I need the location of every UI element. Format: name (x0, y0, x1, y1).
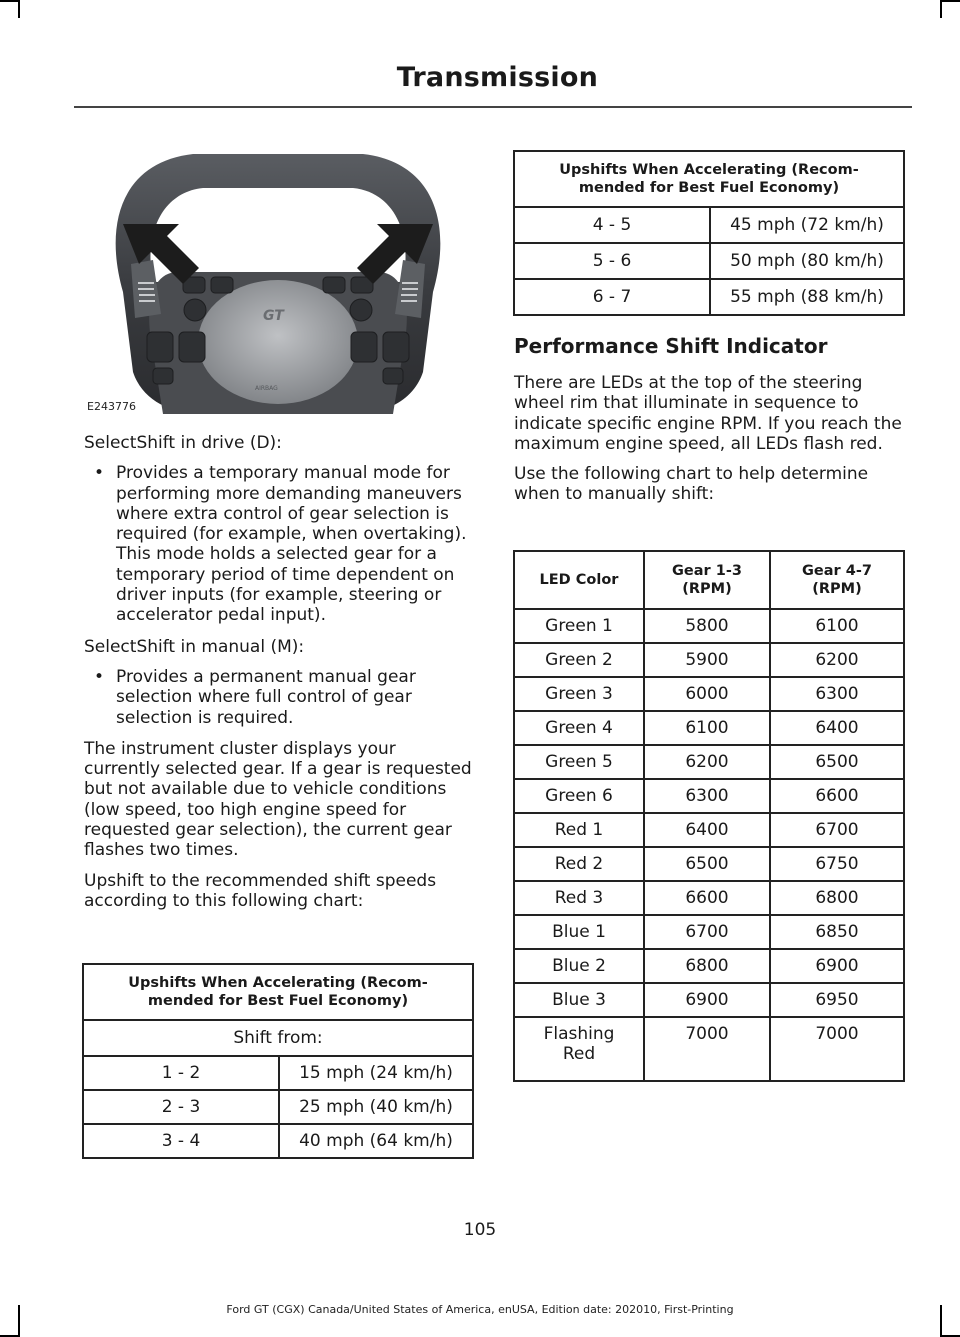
bullet-dot: • (94, 666, 105, 687)
page-title: Transmission (396, 62, 598, 93)
table-row: Blue 1 6700 6850 (514, 915, 904, 949)
table-row: 1 - 2 15 mph (24 km/h) (83, 1056, 473, 1090)
crop-mark (942, 0, 960, 2)
table-row: Red 3 6600 6800 (514, 881, 904, 915)
table-row: Green 2 5900 6200 (514, 643, 904, 677)
table-row: Green 3 6000 6300 (514, 677, 904, 711)
col-led-color: LED Color (514, 551, 644, 609)
chart-paragraph: Use the following chart to help determine when to manually shift: (514, 464, 869, 505)
upshift-table-1 (82, 963, 474, 1159)
section-heading: Performance Shift Indicator (514, 334, 828, 358)
table-row: Blue 2 6800 6900 (514, 949, 904, 983)
airbag-cover (198, 280, 358, 404)
manual-bullet-text: Provides a permanent manual gear selection where full control of gear selection is required. (116, 666, 416, 728)
manual-bullet (84, 667, 476, 728)
left-text (84, 433, 476, 911)
figure-code: E243776 (87, 400, 136, 413)
steering-wheel-illustration (83, 132, 473, 414)
table-row: Flashing Red 7000 7000 (514, 1017, 904, 1081)
table-row: Green 4 6100 6400 (514, 711, 904, 745)
shift-from-label: Shift from: (83, 1020, 473, 1056)
steering-wheel-figure (83, 132, 473, 414)
cluster-paragraph: The instrument cluster displays your currently selected gear. If a gear is requested but not available due to vehicle conditions (low speed, too high engine speed for requested gear selection), the current gear flashes two times. (84, 738, 472, 861)
table-row: Red 1 6400 6700 (514, 813, 904, 847)
footer-text: Ford GT (CGX) Canada/United States of America, enUSA, Edition date: 202010, First-Printing (226, 1303, 734, 1316)
table-row: Red 2 6500 6750 (514, 847, 904, 881)
table-row: 5 - 6 50 mph (80 km/h) (514, 243, 904, 279)
right-text (514, 373, 910, 505)
table-row: 2 - 3 25 mph (40 km/h) (83, 1090, 473, 1124)
svg-text:AIRBAG: AIRBAG (255, 385, 278, 392)
svg-text:GT: GT (263, 308, 284, 324)
crop-mark (18, 0, 20, 18)
table-row: 3 - 4 40 mph (64 km/h) (83, 1124, 473, 1158)
crop-mark (0, 0, 18, 2)
table-row: Blue 3 6900 6950 (514, 983, 904, 1017)
upshift-table-2 (513, 150, 905, 316)
upshift-paragraph: Upshift to the recommended shift speeds according to this following chart: (84, 870, 437, 911)
bullet-dot: • (94, 463, 105, 484)
manual-label: SelectShift in manual (M): (84, 636, 305, 657)
table-row: Green 1 5800 6100 (514, 609, 904, 643)
table-row: 6 - 7 55 mph (88 km/h) (514, 279, 904, 315)
title-rule (74, 106, 912, 108)
flashing-red-label: Flashing Red (514, 1017, 644, 1081)
drive-bullet (84, 463, 476, 625)
upshift-table-header: Upshifts When Accelerating (Recom- mended for Best Fuel Economy) (514, 151, 904, 207)
upshift-table-header: Upshifts When Accelerating (Recom- mended for Best Fuel Economy) (83, 964, 473, 1020)
col-gear-4-7: Gear 4-7 (RPM) (770, 551, 904, 609)
led-paragraph: There are LEDs at the top of the steering wheel rim that illuminate in sequence to indicate specific engine RPM. If you reach the maximum engine speed, all LEDs flash red. (514, 373, 902, 454)
table-row: Green 5 6200 6500 (514, 745, 904, 779)
table-row: Green 6 6300 6600 (514, 779, 904, 813)
table-row: 4 - 5 45 mph (72 km/h) (514, 207, 904, 243)
crop-mark (940, 0, 942, 18)
drive-bullet-text: Provides a temporary manual mode for performing more demanding maneuvers where extra control of gear selection is required (for example, when overtaking). This mode holds a selected gear for a temporary period of time dependent on driver inputs (for example, steering or accelerator pedal input). (116, 463, 467, 626)
drive-label: SelectShift in drive (D): (84, 433, 282, 453)
page-number: 105 (463, 1220, 497, 1240)
col-gear-1-3: Gear 1-3 (RPM) (644, 551, 770, 609)
led-rpm-table (513, 550, 905, 1082)
